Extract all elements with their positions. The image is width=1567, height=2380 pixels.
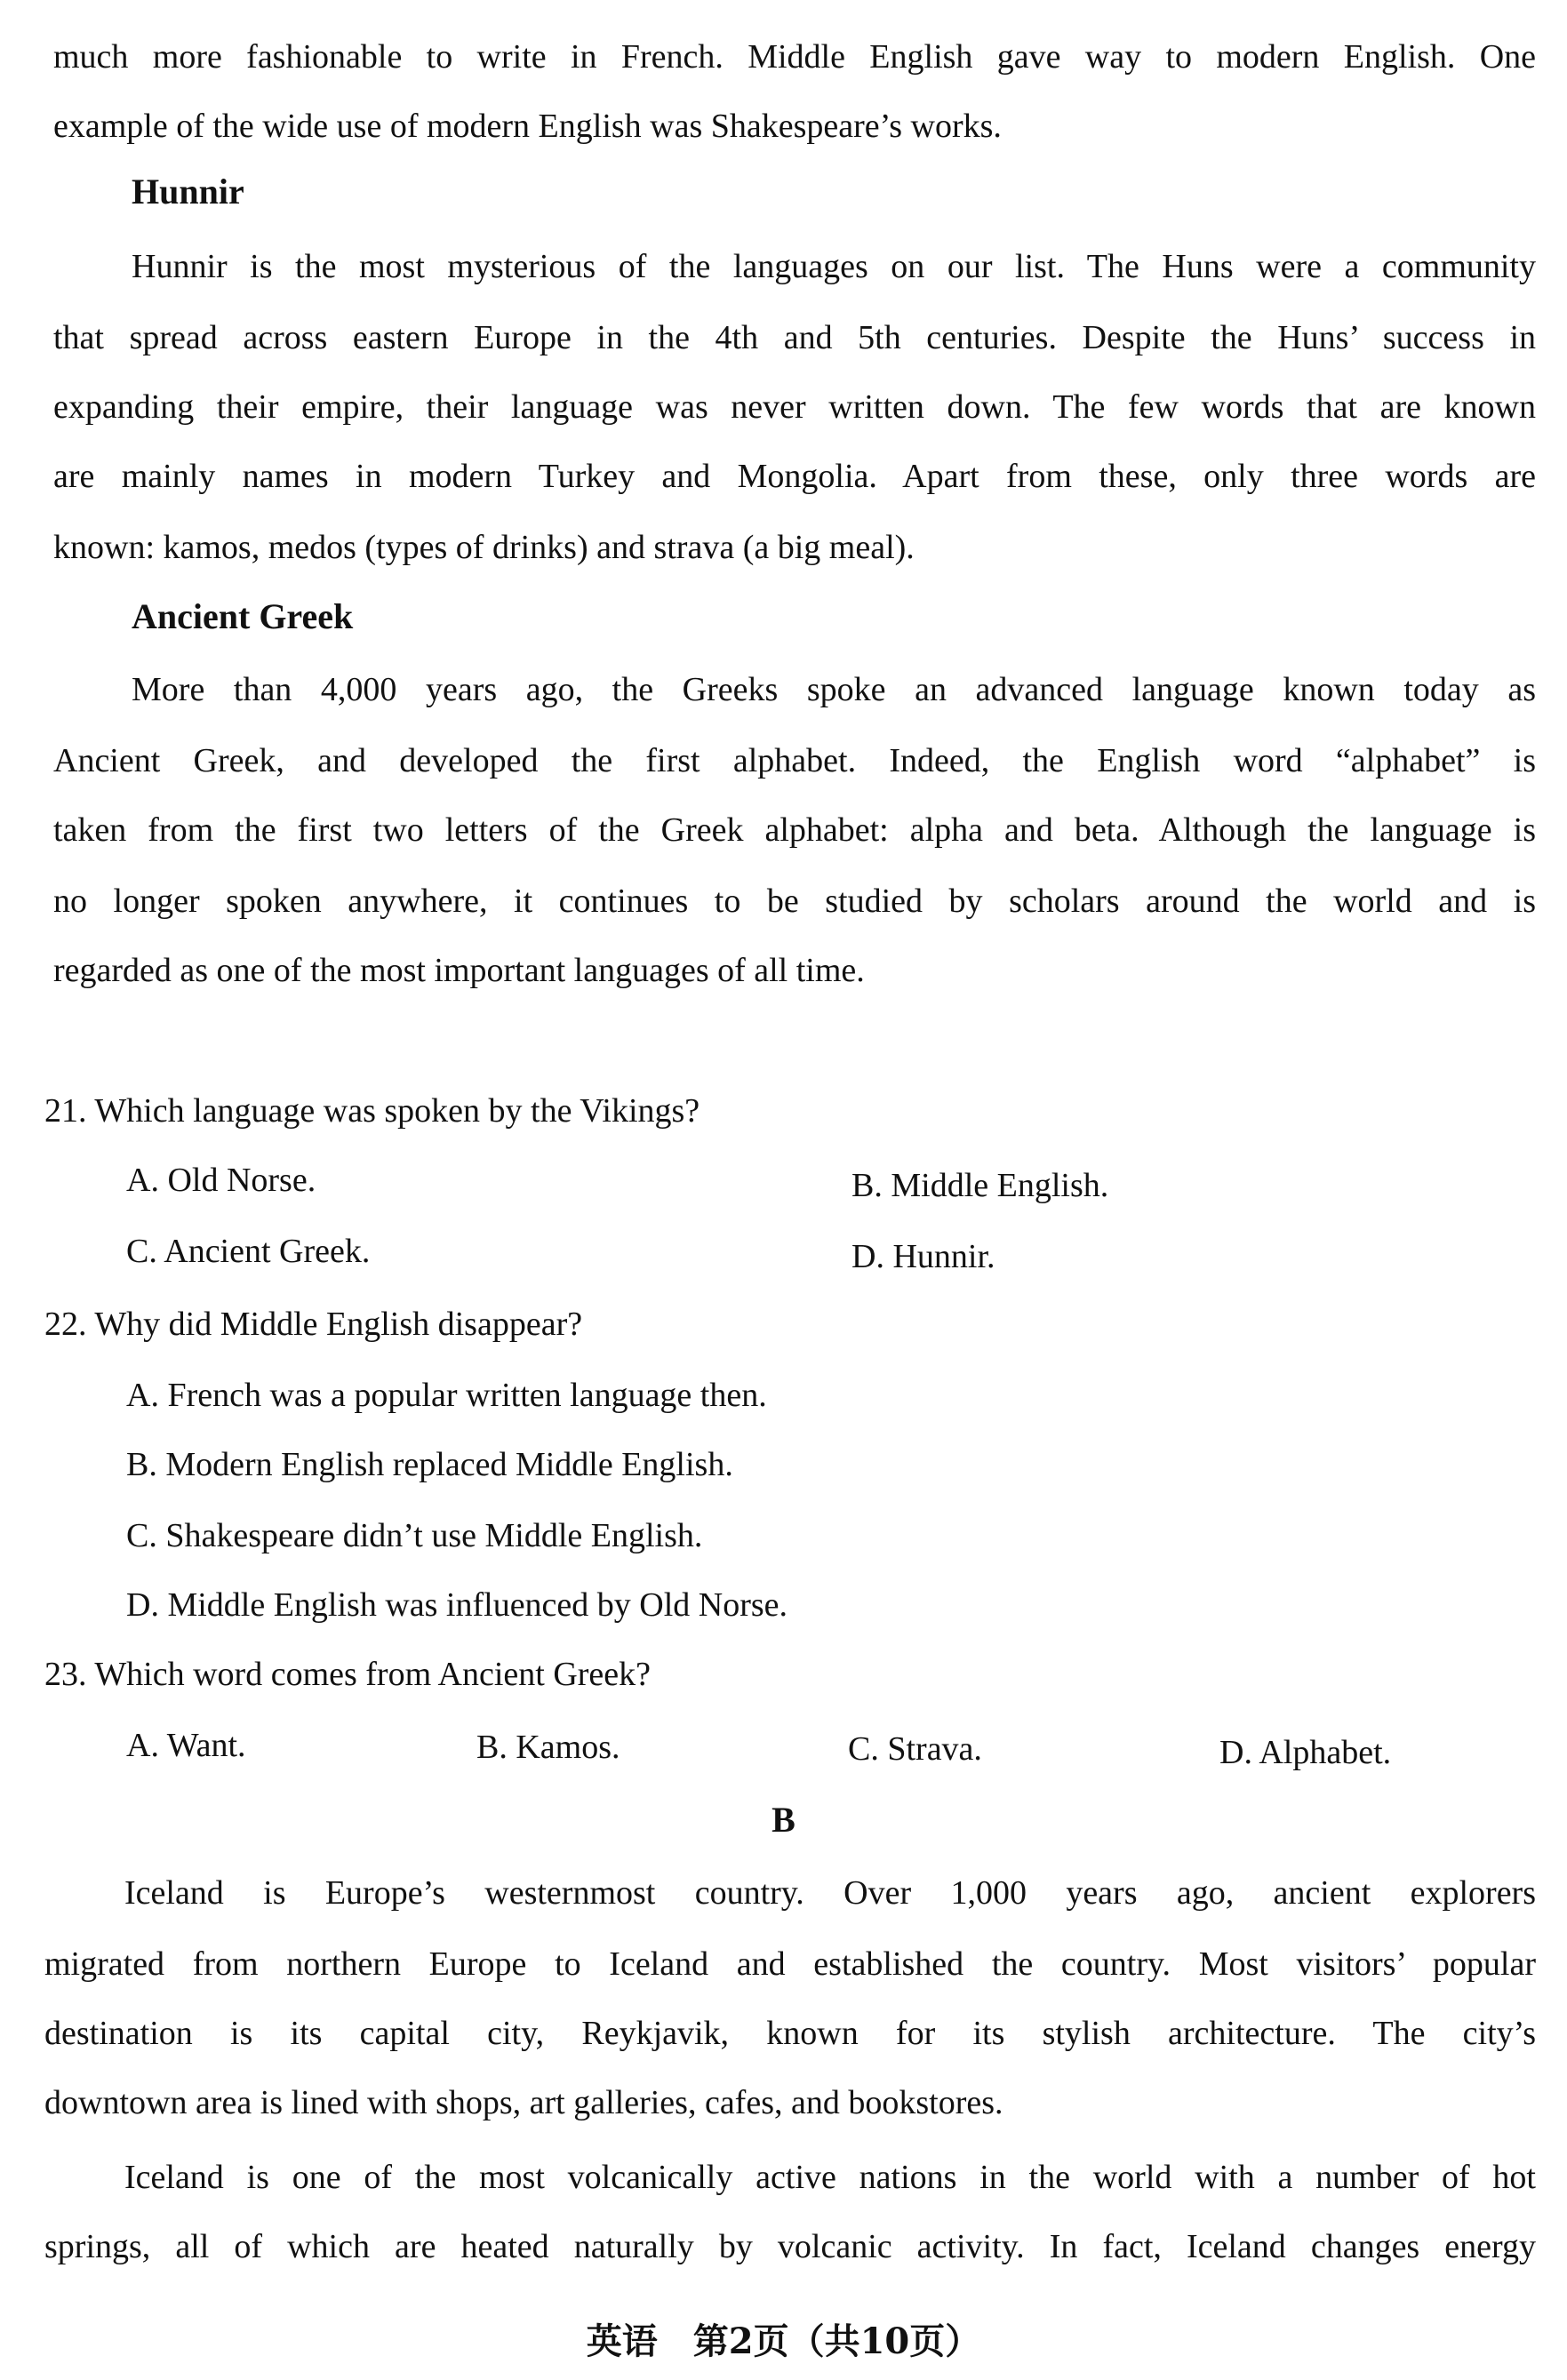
passage-a-line: example of the wide use of modern English was Shakespeare’s works. — [53, 108, 1002, 145]
question-22-stem: 22. Why did Middle English disappear? — [44, 1306, 583, 1343]
q21-option-c: C. Ancient Greek. — [126, 1233, 371, 1270]
q21-option-d: D. Hunnir. — [851, 1238, 995, 1275]
q22-option-b: B. Modern English replaced Middle English. — [126, 1446, 733, 1483]
passage-b-line: Iceland is Europe’s westernmost country. Over 1,000 years ago, ancient explorers — [124, 1874, 1536, 1912]
passage-b-heading: B — [772, 1800, 795, 1840]
hunnir-line: expanding their empire, their language was never written down. The few words that are known — [53, 388, 1536, 426]
greek-line: taken from the first two letters of the Greek alphabet: alpha and beta. Although the language is — [53, 811, 1536, 849]
q23-option-c: C. Strava. — [848, 1730, 982, 1768]
hunnir-line: Hunnir is the most mysterious of the languages on our list. The Huns were a community — [132, 248, 1536, 285]
hunnir-line: known: kamos, medos (types of drinks) and strava (a big meal). — [53, 529, 915, 566]
q21-option-a: A. Old Norse. — [126, 1162, 316, 1199]
q23-option-d: D. Alphabet. — [1219, 1734, 1392, 1771]
passage-b-line: Iceland is one of the most volcanically active nations in the world with a number of hot — [124, 2159, 1536, 2196]
passage-b-line: downtown area is lined with shops, art galleries, cafes, and bookstores. — [44, 2084, 1003, 2121]
question-23-stem: 23. Which word comes from Ancient Greek? — [44, 1656, 652, 1693]
hunnir-heading: Hunnir — [132, 172, 244, 212]
hunnir-line: that spread across eastern Europe in the 4th and 5th centuries. Despite the Huns’ success in — [53, 319, 1536, 356]
greek-line: More than 4,000 years ago, the Greeks spoke an advanced language known today as — [132, 671, 1536, 708]
question-21-stem: 21. Which language was spoken by the Vikings? — [44, 1092, 700, 1130]
passage-a-line: much more fashionable to write in French. Middle English gave way to modern English. One — [53, 38, 1536, 76]
greek-line: Ancient Greek, and developed the first alphabet. Indeed, the English word “alphabet” is — [53, 742, 1536, 779]
passage-b-line: destination is its capital city, Reykjavik, known for its stylish architecture. The city’s — [44, 2015, 1536, 2052]
passage-b-line: springs, all of which are heated naturally by volcanic activity. In fact, Iceland changes energy — [44, 2228, 1536, 2265]
page-footer: 英语 第2页（共10页） — [586, 2320, 981, 2362]
q22-option-a: A. French was a popular written language then. — [126, 1377, 767, 1414]
q22-option-d: D. Middle English was influenced by Old Norse. — [126, 1586, 788, 1624]
q23-option-a: A. Want. — [126, 1727, 246, 1764]
hunnir-line: are mainly names in modern Turkey and Mongolia. Apart from these, only three words are — [53, 458, 1536, 495]
greek-line: no longer spoken anywhere, it continues to be studied by scholars around the world and is — [53, 883, 1536, 920]
q22-option-c: C. Shakespeare didn’t use Middle English. — [126, 1517, 703, 1554]
q23-option-b: B. Kamos. — [476, 1729, 620, 1766]
greek-line: regarded as one of the most important languages of all time. — [53, 952, 865, 989]
q21-option-b: B. Middle English. — [851, 1167, 1109, 1204]
passage-b-line: migrated from northern Europe to Iceland and established the country. Most visitors’ popular — [44, 1945, 1536, 1983]
ancient-greek-heading: Ancient Greek — [132, 596, 354, 636]
